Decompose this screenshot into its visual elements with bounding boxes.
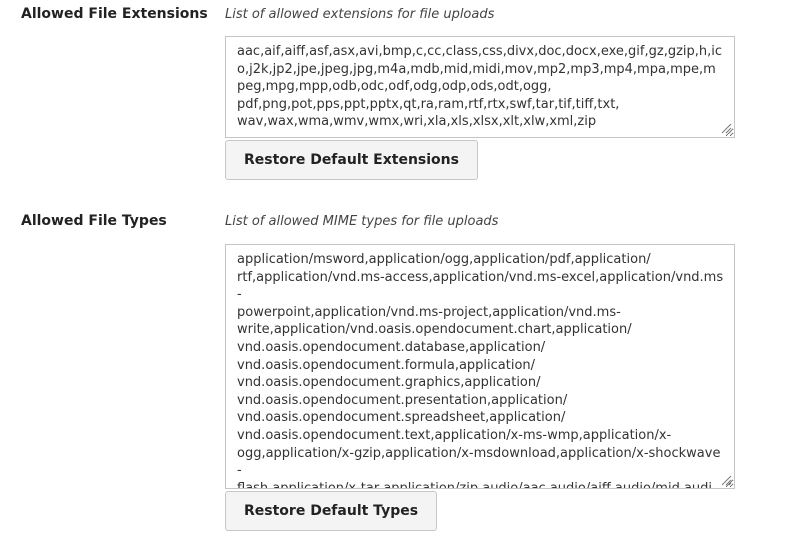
restore-default-types-button[interactable]: Restore Default Types [225,491,437,531]
types-label: Allowed File Types [21,213,167,229]
types-description: List of allowed MIME types for file uploads [225,214,499,229]
types-textarea[interactable] [225,244,735,489]
extensions-description: List of allowed extensions for file uploads [225,7,495,22]
restore-default-extensions-button[interactable]: Restore Default Extensions [225,140,478,180]
extensions-label: Allowed File Extensions [21,6,208,22]
extensions-textarea[interactable] [225,36,735,138]
